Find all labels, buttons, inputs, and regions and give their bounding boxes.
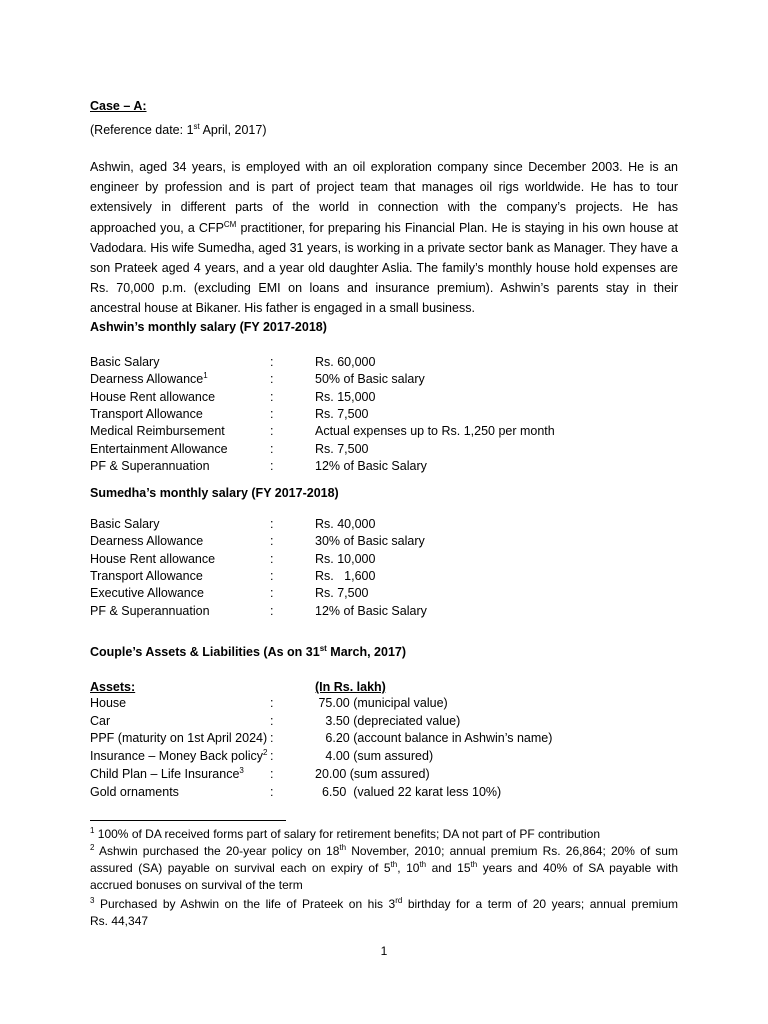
row-colon: : — [270, 458, 274, 473]
row-colon: : — [270, 517, 274, 531]
assets-heading: Couple’s Assets & Liabilities (As on 31st March, 2017) — [90, 643, 407, 659]
row-colon: : — [270, 534, 274, 549]
assets-col-unit: (In Rs. lakh) — [315, 680, 386, 694]
intro-line: son Prateek aged 4 years, and a year old daughter Aslia. The family’s monthly house hold expenses are — [90, 260, 678, 275]
table-row — [90, 604, 678, 621]
row-colon: : — [270, 372, 274, 387]
row-value: Rs. 15,000 — [315, 389, 376, 404]
row-value: 50% of Basic salary — [315, 372, 425, 387]
row-label: PF & Superannuation — [90, 458, 210, 473]
table-row — [90, 407, 678, 424]
page-number: 1 — [380, 944, 388, 958]
row-value: Rs. 7,500 — [315, 441, 369, 456]
row-value: 3.50 (depreciated value) — [315, 713, 461, 728]
table-row — [90, 696, 678, 713]
table-row — [90, 586, 678, 603]
case-title: Case – A: — [90, 99, 147, 113]
row-colon: : — [270, 424, 274, 439]
intro-line: Ashwin, aged 34 years, is employed with an oil exploration company since December 2003. He is an — [90, 160, 678, 174]
row-colon: : — [270, 389, 274, 404]
table-row — [90, 785, 678, 802]
row-value: Rs. 7,500 — [315, 406, 369, 421]
row-label: Dearness Allowance — [90, 534, 204, 549]
row-colon: : — [270, 441, 274, 456]
table-row — [90, 731, 678, 748]
row-label: PF & Superannuation — [90, 603, 210, 618]
row-colon: : — [270, 784, 274, 799]
table-row — [90, 534, 678, 551]
intro-line: Rs. 70,000 p.m. (excluding EMI on loans and insurance premium). Ashwin’s parents stay in their — [90, 281, 678, 296]
footnote-1: $^1$ 100% of DA received forms part of salary for retirement benefits; DA not part of PF contribution — [90, 826, 601, 841]
row-label: Car — [90, 713, 111, 728]
intro-line: engineer by profession and is part of project team that manages oil rigs worldwide. He has to tour — [90, 180, 678, 195]
row-label: PPF (maturity on 1st April 2024) — [90, 731, 268, 746]
intro-line: approached you, a $CFP^{CM}$ practitioner, for preparing his Financial Plan. He is staying in his own house at — [90, 219, 678, 235]
intro-paragraph — [90, 157, 678, 319]
row-value: Rs. 7,500 — [315, 586, 369, 601]
row-label: Basic Salary — [90, 517, 160, 531]
row-value: 12% of Basic Salary — [315, 458, 427, 473]
row-colon: : — [270, 731, 274, 746]
row-label: House — [90, 696, 127, 710]
document-page — [90, 0, 678, 1024]
row-colon: : — [270, 568, 274, 583]
row-value: 6.50 (valued 22 karat less 10%) — [315, 784, 502, 799]
row-value: 20.00 (sum assured) — [315, 766, 430, 781]
row-value: Rs. 60,000 — [315, 355, 376, 369]
footnote-2: $^2$ Ashwin purchased the 20-year policy on 18th November, 2010; annual premium Rs. 26,864; 20% of sum assured (SA) payable on survival each on expiry of 5th, 10th and 15th years and 40% of SA payable with accrued bonuses on survival of the term — [90, 843, 678, 892]
table-row — [90, 749, 678, 766]
row-value: Rs. 40,000 — [315, 517, 376, 531]
ashwin-salary-heading: Ashwin’s monthly salary (FY 2017-2018) — [90, 320, 327, 334]
table-row — [90, 355, 678, 372]
row-colon: : — [270, 586, 274, 601]
reference-date: (Reference date: 1st April, 2017) — [90, 121, 267, 137]
table-row — [90, 424, 678, 441]
row-label: Transport Allowance — [90, 568, 203, 583]
row-value: Actual expenses up to Rs. 1,250 per month — [315, 424, 555, 439]
row-label: House Rent allowance — [90, 551, 216, 566]
assets-column-headers — [90, 680, 678, 697]
row-label: Basic Salary — [90, 355, 160, 369]
row-colon: : — [270, 766, 274, 781]
intro-line: Vadodara. His wife Sumedha, aged 31 years, is working in a private sector bank as Manager. They have a — [90, 240, 678, 255]
intro-line: extensively in different parts of the world in connection with the company’s projects. He has — [90, 200, 678, 215]
table-row — [90, 714, 678, 731]
row-label: Executive Allowance — [90, 586, 204, 601]
row-colon: : — [270, 406, 274, 421]
row-value: Rs. 1,600 — [315, 568, 376, 583]
table-row — [90, 552, 678, 569]
intro-line: ancestral house at Bikaner. His father is engaged in a small business. — [90, 301, 475, 316]
table-row — [90, 517, 678, 534]
row-colon: : — [270, 355, 274, 369]
row-value: 6.20 (account balance in Ashwin’s name) — [315, 731, 553, 746]
table-row — [90, 442, 678, 459]
sumedha-salary-heading: Sumedha’s monthly salary (FY 2017-2018) — [90, 486, 339, 500]
table-row — [90, 569, 678, 586]
row-value: 4.00 (sum assured) — [315, 749, 434, 764]
table-row — [90, 767, 678, 784]
row-label: Insurance – Money Back policy$^2$ — [90, 747, 268, 764]
row-label: House Rent allowance — [90, 389, 216, 404]
row-colon: : — [270, 713, 274, 728]
row-label: Child Plan – Life Insurance$^3$ — [90, 765, 244, 781]
row-colon: : — [270, 749, 274, 764]
row-label: Medical Reimbursement — [90, 424, 225, 439]
row-value: 30% of Basic salary — [315, 534, 425, 549]
row-label: Dearness Allowance$^1$ — [90, 371, 208, 387]
row-colon: : — [270, 696, 274, 710]
footnote-divider — [90, 820, 286, 821]
table-row — [90, 459, 678, 476]
row-label: Gold ornaments — [90, 784, 179, 799]
row-value: Rs. 10,000 — [315, 551, 376, 566]
row-value: 75.00 (municipal value) — [315, 696, 448, 710]
row-value: 12% of Basic Salary — [315, 603, 427, 618]
row-colon: : — [270, 603, 274, 618]
table-row — [90, 372, 678, 389]
row-colon: : — [270, 551, 274, 566]
assets-col-label: Assets: — [90, 680, 136, 694]
row-label: Entertainment Allowance — [90, 441, 228, 456]
table-row — [90, 390, 678, 407]
row-label: Transport Allowance — [90, 406, 203, 421]
footnote-3: $^3$ Purchased by Ashwin on the life of Prateek on his 3rd birthday for a term of 20 years; annual premium Rs. 44,347 — [90, 896, 678, 928]
